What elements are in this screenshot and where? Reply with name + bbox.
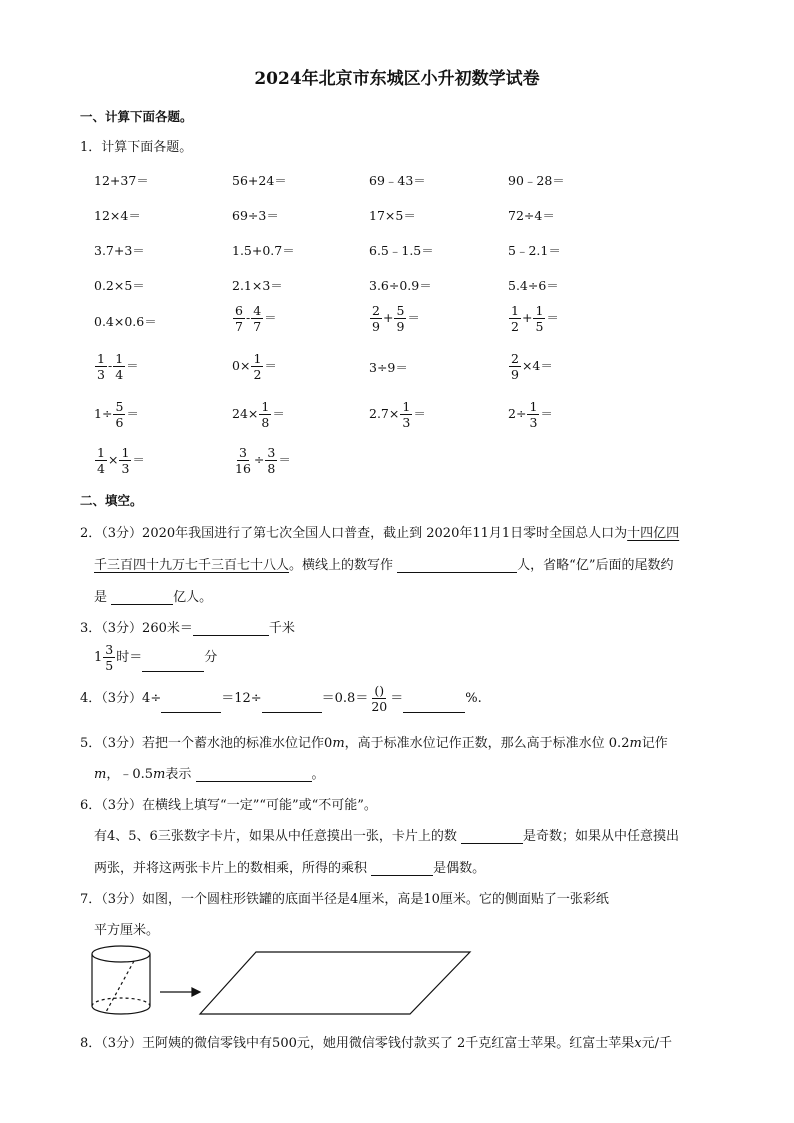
mixed-number <box>94 643 116 672</box>
calc-item-fraction <box>232 304 277 333</box>
calc-item-fraction <box>232 446 291 475</box>
numerator: 1 <box>115 351 124 366</box>
answer-blank[interactable] <box>262 698 322 713</box>
cylinder-icon <box>92 946 150 1014</box>
operand: 2÷ <box>508 406 527 422</box>
calc-item: 69﹣43＝ <box>369 173 426 188</box>
fraction <box>509 304 521 333</box>
numerator: 1 <box>529 399 538 414</box>
answer-blank[interactable] <box>161 698 221 713</box>
section-heading-fill: 二、填空。 <box>80 493 143 508</box>
question-4 <box>80 684 482 713</box>
denominator: 6 <box>115 415 124 431</box>
denominator: 5 <box>535 319 544 335</box>
question-7-line-1: 7．（3分）如图，一个圆柱形铁罐的底面半径是4厘米，高是10厘米。它的侧面贴了一张彩纸 <box>80 892 609 907</box>
numerator: 4 <box>253 303 262 318</box>
answer-blank[interactable] <box>397 558 517 573</box>
variable-x: x <box>634 1036 642 1051</box>
question-7-line-2: 平方厘米。 <box>94 923 160 938</box>
calc-item: 2.1×3＝ <box>232 278 283 293</box>
operand: 2.7× <box>369 406 400 422</box>
question-5-line-1 <box>80 732 668 751</box>
answer-blank[interactable] <box>111 590 173 605</box>
calc-item: 12×4＝ <box>94 208 141 223</box>
q5-text: 记作 <box>641 736 668 751</box>
fraction <box>251 352 263 381</box>
q3-text: 3．（3分）260米＝ <box>80 621 193 636</box>
denominator: 8 <box>267 461 276 477</box>
numerator: 5 <box>396 303 405 318</box>
q4-text: ＝0.8＝ <box>321 691 369 707</box>
numerator: 1 <box>511 303 519 318</box>
calc-item: 0.4×0.6＝ <box>94 314 157 329</box>
q3-text: 时＝ <box>116 650 143 666</box>
denominator: 2 <box>511 319 519 335</box>
q4-text: %. <box>465 691 482 707</box>
unit-m: m <box>332 736 345 751</box>
equals: ＝ <box>413 406 426 422</box>
calc-item: 3.6÷0.9＝ <box>369 278 432 293</box>
denominator: 9 <box>396 319 405 335</box>
equals: ＝ <box>272 406 285 422</box>
fraction <box>265 446 277 475</box>
unit-m: m <box>153 767 166 782</box>
denominator: 4 <box>97 461 105 477</box>
numerator: 5 <box>115 399 124 414</box>
fraction <box>113 352 125 381</box>
numerator: 2 <box>372 303 380 318</box>
calc-item-fraction <box>508 304 559 333</box>
denominator: 3 <box>121 461 130 477</box>
calc-item: 5.4÷6＝ <box>508 278 559 293</box>
denominator: 3 <box>402 415 411 431</box>
denominator: 9 <box>511 367 519 383</box>
fraction <box>233 446 253 475</box>
q6-text: 有4、5、6三张数字卡片，如果从中任意摸出一张，卡片上的数 <box>94 829 457 844</box>
numerator: 1 <box>261 399 270 414</box>
equals: ＝ <box>126 406 139 422</box>
numerator[interactable]: () <box>374 683 385 698</box>
numerator: 1 <box>121 445 130 460</box>
operator: ÷ <box>253 452 265 468</box>
q2-text: 2．（3分）2020年我国进行了第七次全国人口普查，截止到 2020年11月1日零时全国总人口为 <box>80 526 628 541</box>
q6-text: 是偶数。 <box>433 861 486 876</box>
operator: + <box>521 310 533 326</box>
equals: ＝ <box>264 358 277 374</box>
answer-blank[interactable] <box>193 621 269 636</box>
operand: 24× <box>232 406 259 422</box>
denominator: 8 <box>261 415 270 431</box>
question-5-line-2 <box>94 763 325 782</box>
denominator: 3 <box>529 415 538 431</box>
section-heading-calc: 一、计算下面各题。 <box>80 109 193 124</box>
answer-blank[interactable] <box>461 829 523 844</box>
arrow-right-icon <box>160 988 200 996</box>
denominator: 3 <box>97 367 105 383</box>
answer-blank[interactable] <box>371 861 433 876</box>
q5-text: 表示 <box>165 767 192 782</box>
fraction <box>233 304 245 333</box>
cylinder-figure <box>88 940 728 1020</box>
numerator: 1 <box>535 303 544 318</box>
fraction <box>509 352 521 381</box>
operator: - <box>245 310 251 326</box>
denominator: 7 <box>253 319 262 335</box>
q4-text: ＝12÷ <box>221 691 262 707</box>
whole-part: 1 <box>94 650 103 666</box>
fraction <box>259 400 271 429</box>
question-1-stem: 1．计算下面各题。 <box>80 140 193 155</box>
operand: 0× <box>232 358 251 374</box>
calc-item-fraction <box>94 352 139 381</box>
q5-text: 。 <box>311 767 325 782</box>
q2-underlined-text: 十四亿四 <box>627 526 680 541</box>
operator: + <box>382 310 394 326</box>
question-8-line-1 <box>80 1032 672 1051</box>
equals: ＝ <box>264 310 277 326</box>
fraction <box>527 400 539 429</box>
calc-item: 69÷3＝ <box>232 208 279 223</box>
numerator: 1 <box>253 351 262 366</box>
fraction <box>119 446 131 475</box>
numerator: 6 <box>235 303 243 318</box>
q8-text: 8．（3分）王阿姨的微信零钱中有500元，她用微信零钱付款买了 2千克红富士苹果。红富士苹果 <box>80 1036 635 1051</box>
equals: ＝ <box>407 310 420 326</box>
operator: - <box>107 358 113 374</box>
equals: ＝ <box>546 310 559 326</box>
answer-blank[interactable] <box>196 767 312 782</box>
equals: ＝ <box>278 452 291 468</box>
fraction <box>95 352 107 381</box>
question-3-line-1 <box>80 617 295 636</box>
fraction <box>95 446 107 475</box>
unit-m: m <box>94 767 107 782</box>
operand: 1÷ <box>94 406 113 422</box>
q2-text: 人，省略“亿”后面的尾数约 <box>517 558 674 573</box>
question-6-line-3 <box>94 857 485 876</box>
calc-item: 3.7+3＝ <box>94 243 145 258</box>
numerator: 3 <box>105 642 114 657</box>
question-2-line-3 <box>94 586 212 605</box>
q3-text: 千米 <box>268 621 295 636</box>
equals: ＝ <box>540 406 553 422</box>
answer-blank[interactable] <box>403 698 465 713</box>
fraction <box>113 400 125 429</box>
q5-text: 5．（3分）若把一个蓄水池的标准水位记作0 <box>80 736 333 751</box>
q2-text: 是 <box>94 590 108 605</box>
calc-item: 90﹣28＝ <box>508 173 565 188</box>
denominator: 16 <box>235 461 251 477</box>
question-6-line-1: 6．（3分）在横线上填写“一定”“可能”或“不可能”。 <box>80 798 377 813</box>
q8-text: 元/千 <box>641 1036 672 1051</box>
calc-item-fraction <box>369 400 426 429</box>
numerator: 1 <box>97 351 105 366</box>
question-2-line-2 <box>94 554 673 573</box>
calc-item-fraction <box>94 400 139 429</box>
numerator: 3 <box>238 445 247 460</box>
question-2-line-1 <box>80 522 679 541</box>
calc-item: 1.5+0.7＝ <box>232 243 295 258</box>
calc-item: 72÷4＝ <box>508 208 555 223</box>
fraction <box>400 400 412 429</box>
operand: ×4＝ <box>521 358 553 374</box>
calc-item: 6.5﹣1.5＝ <box>369 243 434 258</box>
calc-item: 5﹣2.1＝ <box>508 243 561 258</box>
calc-item-fraction <box>94 446 145 475</box>
denominator: 2 <box>253 367 262 383</box>
calc-item-fraction <box>369 304 420 333</box>
denominator: 20 <box>371 699 388 715</box>
calc-item-fraction <box>232 352 277 381</box>
question-3-line-2 <box>94 643 217 672</box>
calc-item-fraction <box>508 400 553 429</box>
equals: ＝ <box>132 452 145 468</box>
q5-text: ，高于标准水位记作正数，那么高于标准水位 0.2 <box>344 736 630 751</box>
numerator: 1 <box>402 399 411 414</box>
fraction <box>533 304 545 333</box>
calc-item: 3÷9＝ <box>369 360 408 375</box>
answer-blank[interactable] <box>142 657 204 672</box>
denominator: 7 <box>235 319 243 335</box>
calc-item: 12+37＝ <box>94 173 149 188</box>
fraction <box>369 684 389 713</box>
parallelogram-shape <box>200 952 470 1014</box>
denominator: 4 <box>115 367 124 383</box>
q3-text: 分 <box>204 650 218 666</box>
calc-item: 0.2×5＝ <box>94 278 145 293</box>
q4-text: ＝ <box>390 691 404 707</box>
q5-text: ，﹣0.5 <box>106 767 154 782</box>
numerator: 2 <box>511 351 519 366</box>
page-title: 2024年北京市东城区小升初数学试卷 <box>254 69 540 89</box>
operator: × <box>107 452 119 468</box>
denominator: 9 <box>372 319 380 335</box>
q2-text: 亿人。 <box>173 590 213 605</box>
fraction <box>370 304 382 333</box>
calc-item: 56+24＝ <box>232 173 287 188</box>
calc-item: 17×5＝ <box>369 208 416 223</box>
calc-item-fraction <box>508 352 553 381</box>
q2-text: 。横线上的数写作 <box>289 558 394 573</box>
denominator: 5 <box>105 658 114 674</box>
fraction <box>251 304 263 333</box>
numerator: 1 <box>97 445 105 460</box>
unit-m: m <box>629 736 642 751</box>
fraction <box>394 304 406 333</box>
equals: ＝ <box>126 358 139 374</box>
q2-underlined-text: 千三百四十九万七千三百七十八人 <box>94 558 290 573</box>
q6-text: 是奇数；如果从中任意摸出 <box>522 829 679 844</box>
calc-item-fraction <box>232 400 285 429</box>
q6-text: 两张，并将这两张卡片上的数相乘，所得的乘积 <box>94 861 368 876</box>
numerator: 3 <box>267 445 276 460</box>
q4-text: 4．（3分）4÷ <box>80 691 162 707</box>
question-6-line-2 <box>94 825 679 844</box>
